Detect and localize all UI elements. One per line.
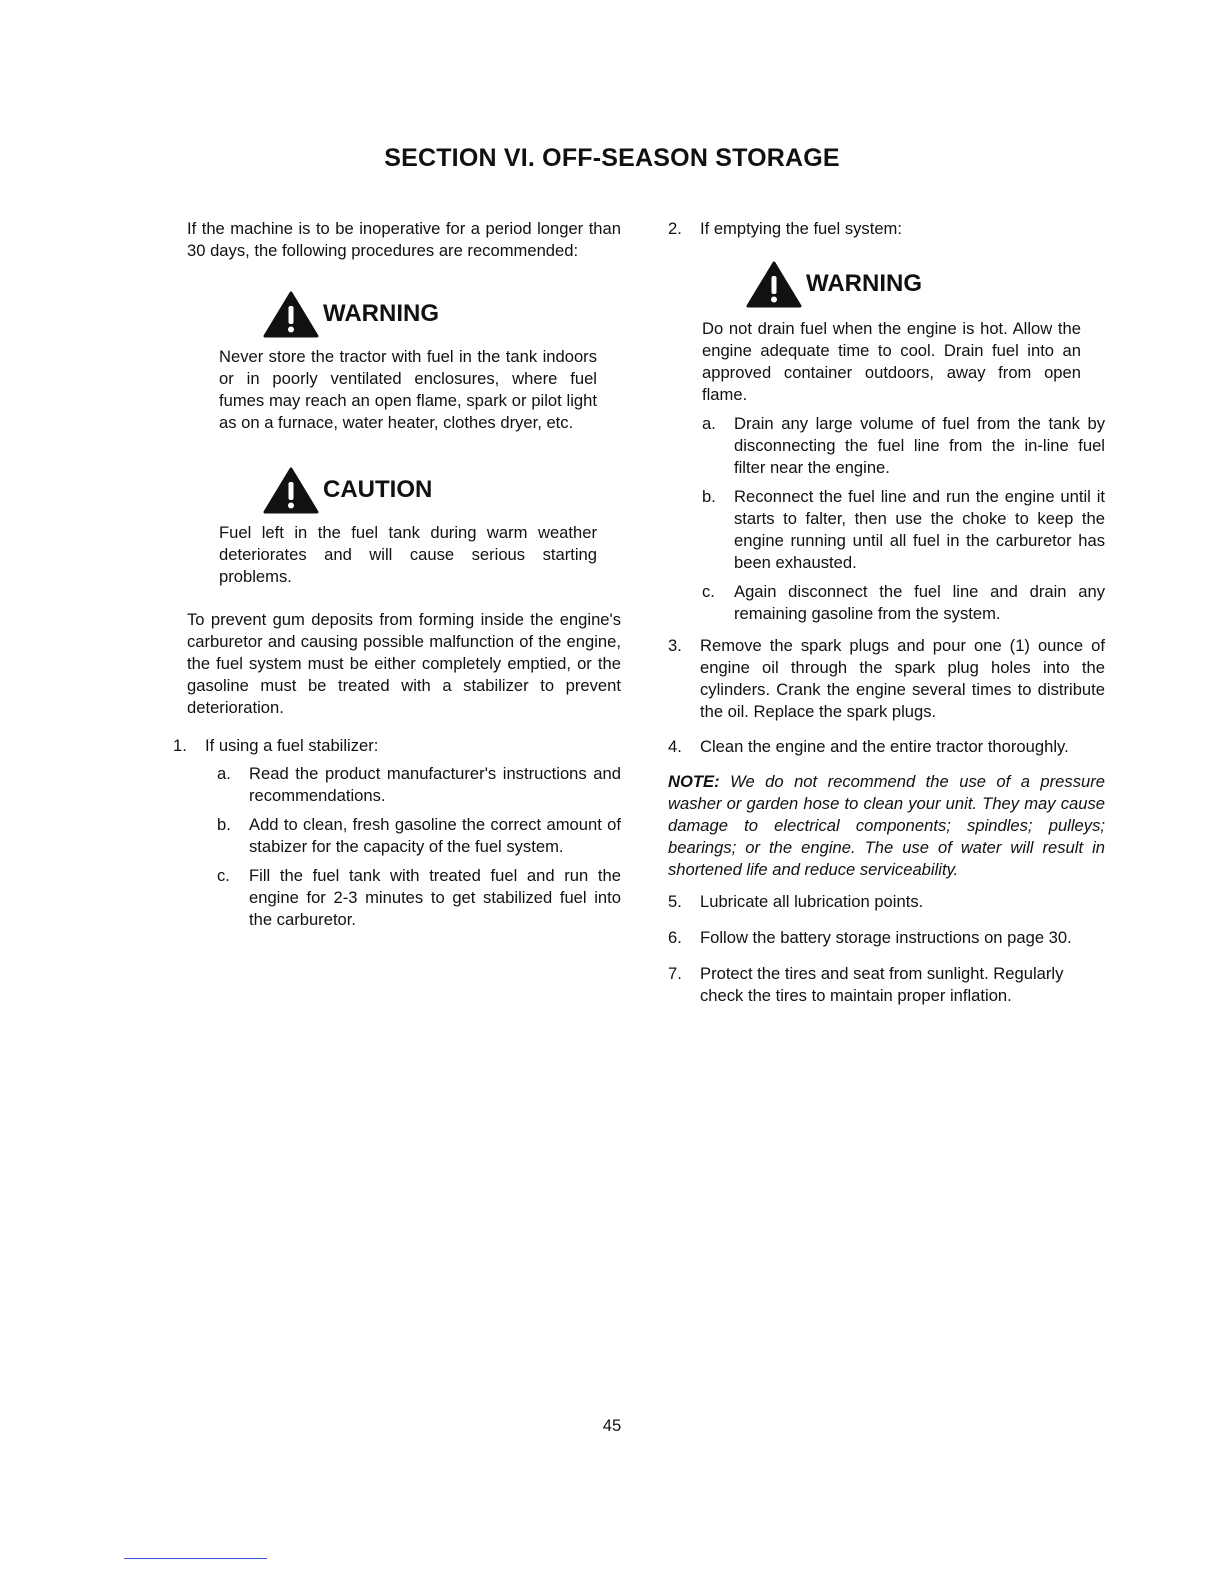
right-column xyxy=(668,218,1105,1007)
step-number: 3. xyxy=(668,636,682,655)
step-text: If using a fuel stabilizer: xyxy=(205,736,379,755)
sub-letter: c. xyxy=(702,582,715,601)
step-number: 6. xyxy=(668,928,682,947)
step-2c xyxy=(702,581,1105,625)
step-text: If emptying the fuel system: xyxy=(700,219,902,238)
step-number: 7. xyxy=(668,964,682,983)
step-text: Follow the battery storage instructions on page 30. xyxy=(700,928,1072,947)
page-number: 45 xyxy=(602,1416,622,1435)
footer-divider xyxy=(124,1558,267,1559)
step-1 xyxy=(173,735,621,757)
step-7 xyxy=(668,963,1105,1007)
warning-triangle-icon xyxy=(746,260,802,308)
step-number: 4. xyxy=(668,737,682,756)
note-paragraph xyxy=(668,771,1105,881)
sub-text: Reconnect the fuel line and run the engine until it starts to falter, then use the choke to keep the engine running until all fuel in the carburetor has been exhausted. xyxy=(734,487,1105,572)
sub-letter: a. xyxy=(217,764,231,783)
sub-letter: c. xyxy=(217,866,230,885)
step-number: 2. xyxy=(668,219,682,238)
left-column xyxy=(173,218,621,931)
step-5 xyxy=(668,891,1105,913)
step-2a xyxy=(702,413,1105,479)
step-2 xyxy=(668,218,1105,240)
warning-triangle-icon xyxy=(263,290,319,338)
step-1b xyxy=(217,814,621,858)
step-text: Remove the spark plugs and pour one (1) ounce of engine oil through the spark plug holes into the cylinders. Crank the engine several times to distribute the oil. Replace the spark plugs. xyxy=(700,636,1105,721)
sub-letter: b. xyxy=(702,487,716,506)
section-title: SECTION VI. OFF-SEASON STORAGE xyxy=(384,144,840,172)
sub-text: Again disconnect the fuel line and drain any remaining gasoline from the system. xyxy=(734,582,1105,623)
warning-triangle-icon xyxy=(263,466,319,514)
warning-label: WARNING xyxy=(806,270,922,297)
sub-letter: a. xyxy=(702,414,716,433)
step-text: Protect the tires and seat from sunlight. Regularly check the tires to maintain proper inflation. xyxy=(700,964,1064,1005)
sub-text: Read the product manufacturer's instructions and recommendations. xyxy=(249,764,621,805)
step-1a xyxy=(217,763,621,807)
warning-label: WARNING xyxy=(323,300,439,327)
step-number: 1. xyxy=(173,736,187,755)
step-number: 5. xyxy=(668,892,682,911)
warning-text: Never store the tractor with fuel in the tank indoors or in poorly ventilated enclosures, where fuel fumes may reach an open flame, spark or pilot light as on a furnace, water heater, clothes dryer, etc. xyxy=(219,347,597,432)
intro-paragraph: If the machine is to be inoperative for a period longer than 30 days, the following procedures are recommended: xyxy=(187,219,621,260)
caution-text: Fuel left in the fuel tank during warm weather deteriorates and will cause serious starting problems. xyxy=(219,523,597,586)
step-1c xyxy=(217,865,621,931)
warning-sign xyxy=(263,290,621,338)
note-text: We do not recommend the use of a pressure washer or garden hose to clean your unit. They may cause damage to electrical components; spindles; pulleys; bearings; or the engine. The use of water will result in shortened life and reduce serviceability. xyxy=(668,772,1105,879)
sub-letter: b. xyxy=(217,815,231,834)
sub-text: Drain any large volume of fuel from the tank by disconnecting the fuel line from the in-line fuel filter near the engine. xyxy=(734,414,1105,477)
sub-text: Fill the fuel tank with treated fuel and run the engine for 2-3 minutes to get stabilized fuel into the carburetor. xyxy=(249,866,621,929)
caution-label: CAUTION xyxy=(323,476,433,503)
step-6 xyxy=(668,927,1105,949)
caution-sign xyxy=(263,466,621,514)
step-3 xyxy=(668,635,1105,723)
step-2b xyxy=(702,486,1105,574)
step-text: Clean the engine and the entire tractor thoroughly. xyxy=(700,737,1069,756)
warning-text: Do not drain fuel when the engine is hot. Allow the engine adequate time to cool. Drain fuel into an approved container outdoors, away from open flame. xyxy=(702,319,1081,404)
warning-sign xyxy=(746,260,1105,308)
step-4 xyxy=(668,736,1105,758)
note-label: NOTE: xyxy=(668,772,720,791)
gum-deposits-paragraph: To prevent gum deposits from forming inside the engine's carburetor and causing possible malfunction of the engine, the fuel system must be either completely emptied, or the gasoline must be treated with a stabilizer to prevent deterioration. xyxy=(187,610,621,717)
sub-text: Add to clean, fresh gasoline the correct amount of stabizer for the capacity of the fuel system. xyxy=(249,815,621,856)
step-text: Lubricate all lubrication points. xyxy=(700,892,924,911)
